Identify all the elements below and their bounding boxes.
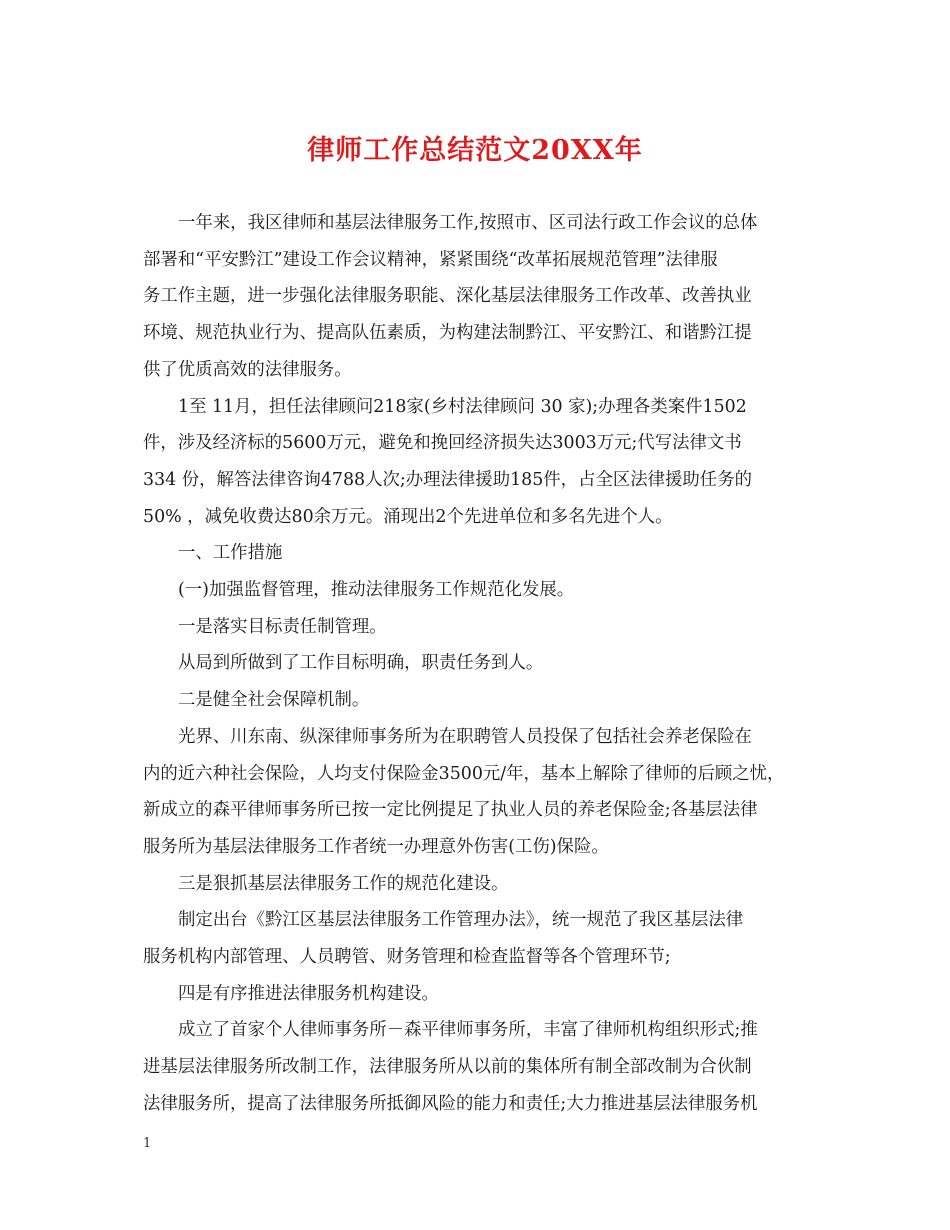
text-line: 服务所为基层法律服务工作者统一办理意外伤害(工伤)保险。	[143, 836, 609, 857]
text-line: 进基层法律服务所改制工作，法律服务所从以前的集体所有制全部改制为合伙制	[143, 1057, 752, 1078]
text-line: 从局到所做到了工作目标明确，职责任务到人。	[178, 653, 544, 674]
text-line: 一年来，我区律师和基层法律服务工作,按照市、区司法行政工作会议的总体	[178, 213, 758, 233]
text-line: 法律服务所，提高了法律服务所抵御风险的能力和责任;大力推进基层法律服务机	[143, 1093, 758, 1114]
page-number: 1	[143, 1136, 152, 1151]
text-line: 服务机构内部管理、人员聘管、财务管理和检查监督等各个管理环节;	[143, 947, 671, 968]
text-line: 一、工作措施	[178, 543, 283, 564]
text-line: 四是有序推进法律服务机构建设。	[178, 983, 439, 1004]
text-line: 务工作主题，进一步强化法律服务职能、深化基层法律服务工作改革、改善执业	[143, 286, 752, 307]
text-line: 部署和“平安黔江”建设工作会议精神，紧紧围绕“改革拓展规范管理”法律服	[143, 249, 718, 270]
document-title: 律师工作总结范文20XX年	[307, 135, 643, 166]
text-line: 件，涉及经济标的5600万元，避免和挽回经济损失达3003万元;代写法律文书	[143, 433, 742, 454]
text-line: 1至 11月，担任法律顾问218家(乡村法律顾问 30 家);办理各类案件1502	[178, 396, 747, 417]
text-line: 50% ，减免收费达80余万元。涌现出2个先进单位和多名先进个人。	[143, 506, 673, 527]
text-line: 供了优质高效的法律服务。	[143, 359, 352, 380]
text-line: 内的近六种社会保险，人均支付保险金3500元/年，基本上解除了律师的后顾之忧，	[143, 763, 785, 784]
document-body	[143, 205, 811, 1123]
text-line: 成立了首家个人律师事务所－森平律师事务所，丰富了律师机构组织形式;推	[178, 1020, 758, 1041]
text-line: 制定出台《黔江区基层法律服务工作管理办法》，统一规范了我区基层法律	[178, 910, 744, 931]
text-line: 334 份，解答法律咨询4788人次;办理法律援助185件，占全区法律援助任务的	[143, 469, 752, 490]
text-line: 二是健全社会保障机制。	[178, 690, 370, 711]
text-line: 环境、规范执业行为、提高队伍素质，为构建法制黔江、平安黔江、和谐黔江提	[143, 323, 752, 344]
text-line: (一)加强监督管理，推动法律服务工作规范化发展。	[178, 580, 575, 601]
text-line: 新成立的森平律师事务所已按一定比例提足了执业人员的养老保险金;各基层法律	[143, 800, 758, 821]
text-line: 光界、川东南、纵深律师事务所为在职聘管人员投保了包括社会养老保险在	[178, 726, 752, 747]
text-line: 三是狠抓基层法律服务工作的规范化建设。	[178, 873, 509, 894]
text-line: 一是落实目标责任制管理。	[178, 616, 387, 637]
